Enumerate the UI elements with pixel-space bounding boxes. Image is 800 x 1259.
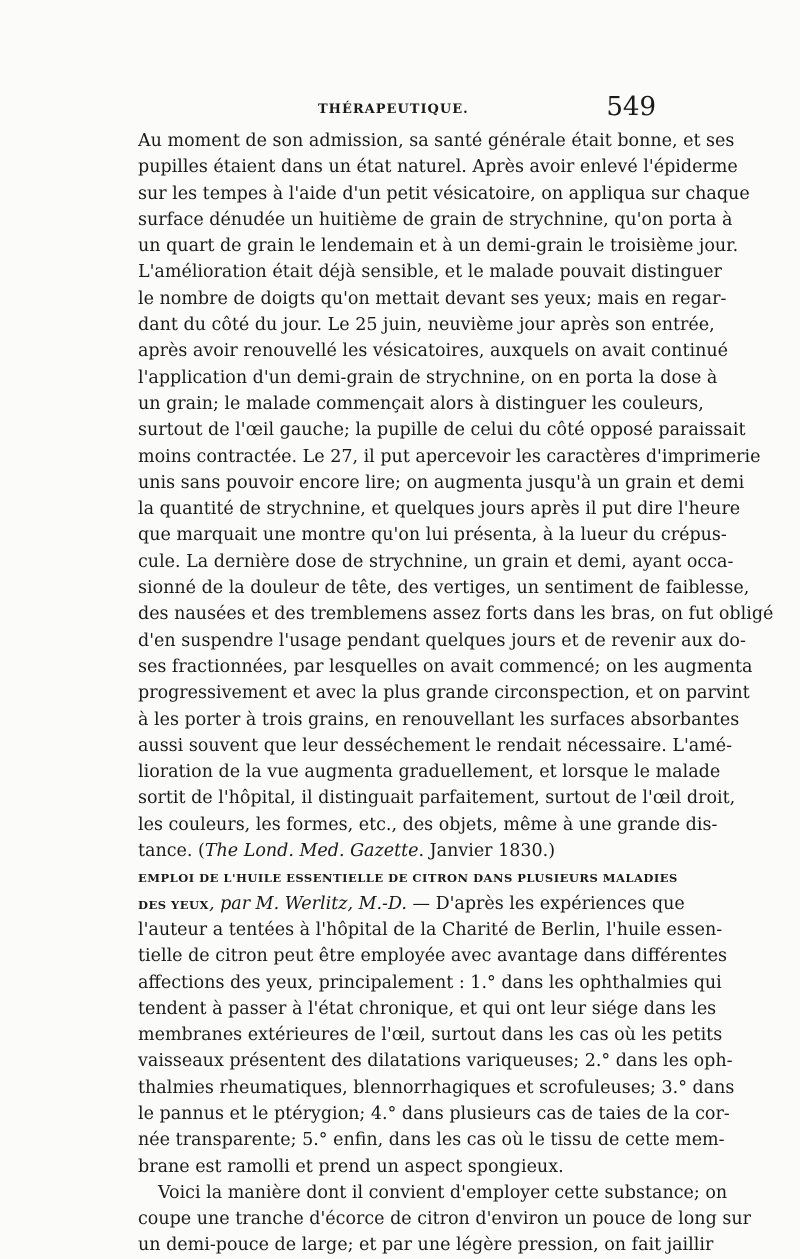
text-line: née transparente; 5.° enfin, dans les cas où le tissu de cette mem- — [138, 1130, 725, 1151]
text-line: la quantité de strychnine, et quelques jours après il put dire l'heure — [138, 499, 741, 520]
text-line: après avoir renouvellé les vésicatoires, auxquels on avait continué — [138, 341, 728, 362]
text-line: progressivement et avec la plus grande circonspection, et on parvint — [138, 683, 750, 704]
text-line — [138, 891, 685, 917]
section-first-text: — D'après les expériences que — [406, 893, 685, 914]
text-line: unis sans pouvoir encore lire; on augmenta jusqu'à un grain et demi — [138, 472, 745, 493]
page-number: 549 — [606, 92, 656, 122]
section-author: , par M. Werlitz, M.-D. — [208, 893, 407, 914]
running-head: THÉRAPEUTIQUE. — [318, 102, 469, 117]
text-line: coupe une tranche d'écorce de citron d'environ un pouce de long sur — [138, 1209, 751, 1230]
page-header — [130, 92, 658, 122]
text-line: les couleurs, les formes, etc., des objets, même à une grande dis- — [138, 814, 718, 835]
section-title-end: DES YEUX — [138, 897, 209, 912]
text-line: surface dénudée un huitième de grain de strychnine, qu'on porta à — [138, 209, 733, 230]
text-block — [138, 128, 774, 1259]
text-line: surtout de l'œil gauche; la pupille de celui du côté opposé paraissait — [138, 420, 746, 441]
text-line: tielle de citron peut être employée avec avantage dans différentes — [138, 946, 727, 967]
text-line: moins contractée. Le 27, il put apercevoir les caractères d'imprimerie — [138, 446, 761, 467]
paragraph-strychnine — [138, 128, 774, 864]
text-line: lioration de la vue augmenta graduellement, et lorsque le malade — [138, 762, 721, 783]
text-line: Au moment de son admission, sa santé générale était bonne, et ses — [138, 131, 735, 151]
text-line: sortit de l'hôpital, il distinguait parfaitement, surtout de l'œil droit, — [138, 788, 736, 809]
text-line: à les porter à trois grains, en renouvellant les surfaces absorbantes — [138, 709, 740, 730]
text-line: l'application d'un demi-grain de strychnine, on en porta la dose à — [138, 367, 718, 388]
text-line: thalmies rheumatiques, blennorrhagiques et scrofuleuses; 3.° dans — [138, 1077, 735, 1098]
text-line: membranes extérieures de l'œil, surtout dans les cas où les petits — [138, 1025, 723, 1046]
text-line: tendent à passer à l'état chronique, et qui ont leur siége dans les — [138, 998, 717, 1019]
text-line: L'amélioration était déjà sensible, et le malade pouvait distinguer — [138, 262, 722, 283]
text-line: ses fractionnées, par lesquelles on avait commencé; on les augmenta — [138, 656, 753, 677]
section-title-line — [138, 864, 678, 890]
text-line-citation — [138, 838, 660, 864]
text-line: le pannus et le ptérygion; 4.° dans plusieurs cas de taies de la cor- — [138, 1103, 730, 1124]
text-line: un quart de grain le lendemain et à un demi-grain le troisième jour. — [138, 236, 739, 257]
text-line: aussi souvent que leur desséchement le rendait nécessaire. L'amé- — [138, 735, 733, 756]
citation-source: The Lond. Med. Gazette — [204, 841, 419, 862]
text-line: l'auteur a tentées à l'hôpital de la Charité de Berlin, l'huile essen- — [138, 919, 723, 940]
text-line: dant du côté du jour. Le 25 juin, neuvième jour après son entrée, — [138, 315, 715, 336]
paragraph-method — [138, 1180, 751, 1259]
text-line: des nausées et des tremblemens assez forts dans les bras, on fut obligé — [138, 604, 774, 625]
text-line: un demi-pouce de large; et par une légère pression, on fait jaillir — [138, 1235, 714, 1256]
text-line: le nombre de doigts qu'on mettait devant ses yeux; mais en regar- — [138, 288, 727, 309]
text-line: brane est ramolli et prend un aspect spongieux. — [138, 1156, 564, 1177]
text-line: que marquait une montre qu'on lui présenta, à la lueur du crépus- — [138, 525, 727, 546]
citation-suffix: . Janvier 1830.) — [418, 841, 556, 862]
text-line: un grain; le malade commençait alors à distinguer les couleurs, — [138, 393, 704, 414]
text-line: cule. La dernière dose de strychnine, un grain et demi, ayant occa- — [138, 551, 734, 572]
text-line: pupilles étaient dans un état naturel. Après avoir enlevé l'épiderme — [138, 157, 738, 178]
text-line: sionné de la douleur de tête, des vertiges, un sentiment de faiblesse, — [138, 578, 750, 599]
text-line: sur les tempes à l'aide d'un petit vésicatoire, on appliqua sur chaque — [138, 183, 750, 204]
text-line: d'en suspendre l'usage pendant quelques jours et de revenir aux do- — [138, 630, 746, 651]
text-line: affections des yeux, principalement : 1.° dans les ophthalmies qui — [138, 972, 722, 993]
section-title: EMPLOI DE L'HUILE ESSENTIELLE DE CITRON DANS PLUSIEURS MALADIES — [138, 871, 678, 886]
text-line: Voici la manière dont il convient d'employer cette substance; on — [158, 1182, 728, 1203]
citation-prefix: tance. ( — [138, 841, 205, 862]
section-lemon-oil — [138, 864, 735, 1180]
text-line: vaisseaux présentent des dilatations variqueuses; 2.° dans les oph- — [138, 1051, 733, 1072]
